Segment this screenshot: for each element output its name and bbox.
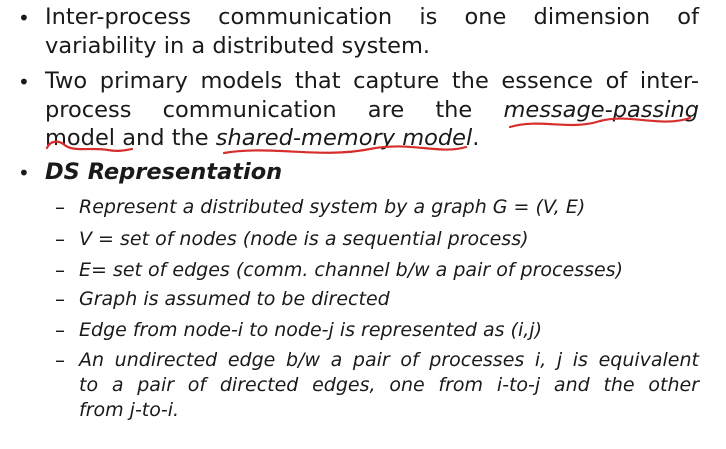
shared-memory-term: shared-memory model: [215, 125, 473, 151]
dash-marker: –: [55, 227, 65, 251]
bullet-2-line-3-text: model and the: [45, 125, 216, 151]
dash-marker: –: [55, 287, 65, 311]
bullet-marker: •: [18, 70, 30, 94]
sub-item-6-line-3: from j-to-i.: [79, 399, 180, 421]
bullet-2-line-2-text: process communication are the: [45, 97, 504, 123]
bullet-2-line-3: [45, 125, 699, 152]
sub-item-3: E= set of edges (comm. channel b/w a pair of processes): [79, 259, 623, 281]
sub-item-2: V = set of nodes (node is a sequential process): [79, 228, 529, 250]
bullet-2-line-2: [45, 97, 699, 124]
bullet-2-line-1: Two primary models that capture the essence of inter-: [45, 68, 699, 94]
bullet-1-line-1: Inter-process communication is one dimension of: [45, 4, 699, 30]
sub-item-5: Edge from node-i to node-j is represented as (i,j): [79, 319, 542, 341]
sub-item-1: Represent a distributed system by a graph G = (V, E): [79, 196, 586, 218]
period: .: [472, 125, 480, 151]
sub-item-6-line-1: An undirected edge b/w a pair of processes i, j is equivalent: [79, 349, 699, 371]
sub-item-4: Graph is assumed to be directed: [79, 288, 390, 310]
dash-marker: –: [55, 318, 65, 342]
dash-marker: –: [55, 348, 65, 372]
bullet-marker: •: [18, 161, 30, 185]
section-heading: DS Representation: [45, 159, 283, 185]
bullet-marker: •: [18, 6, 30, 30]
dash-marker: –: [55, 258, 65, 282]
bullet-1-line-2: variability in a distributed system.: [45, 33, 431, 59]
message-passing-term: message-passing: [503, 97, 699, 123]
sub-item-6-line-2: to a pair of directed edges, one from i-to-j and the other: [79, 374, 699, 396]
dash-marker: –: [55, 195, 65, 219]
